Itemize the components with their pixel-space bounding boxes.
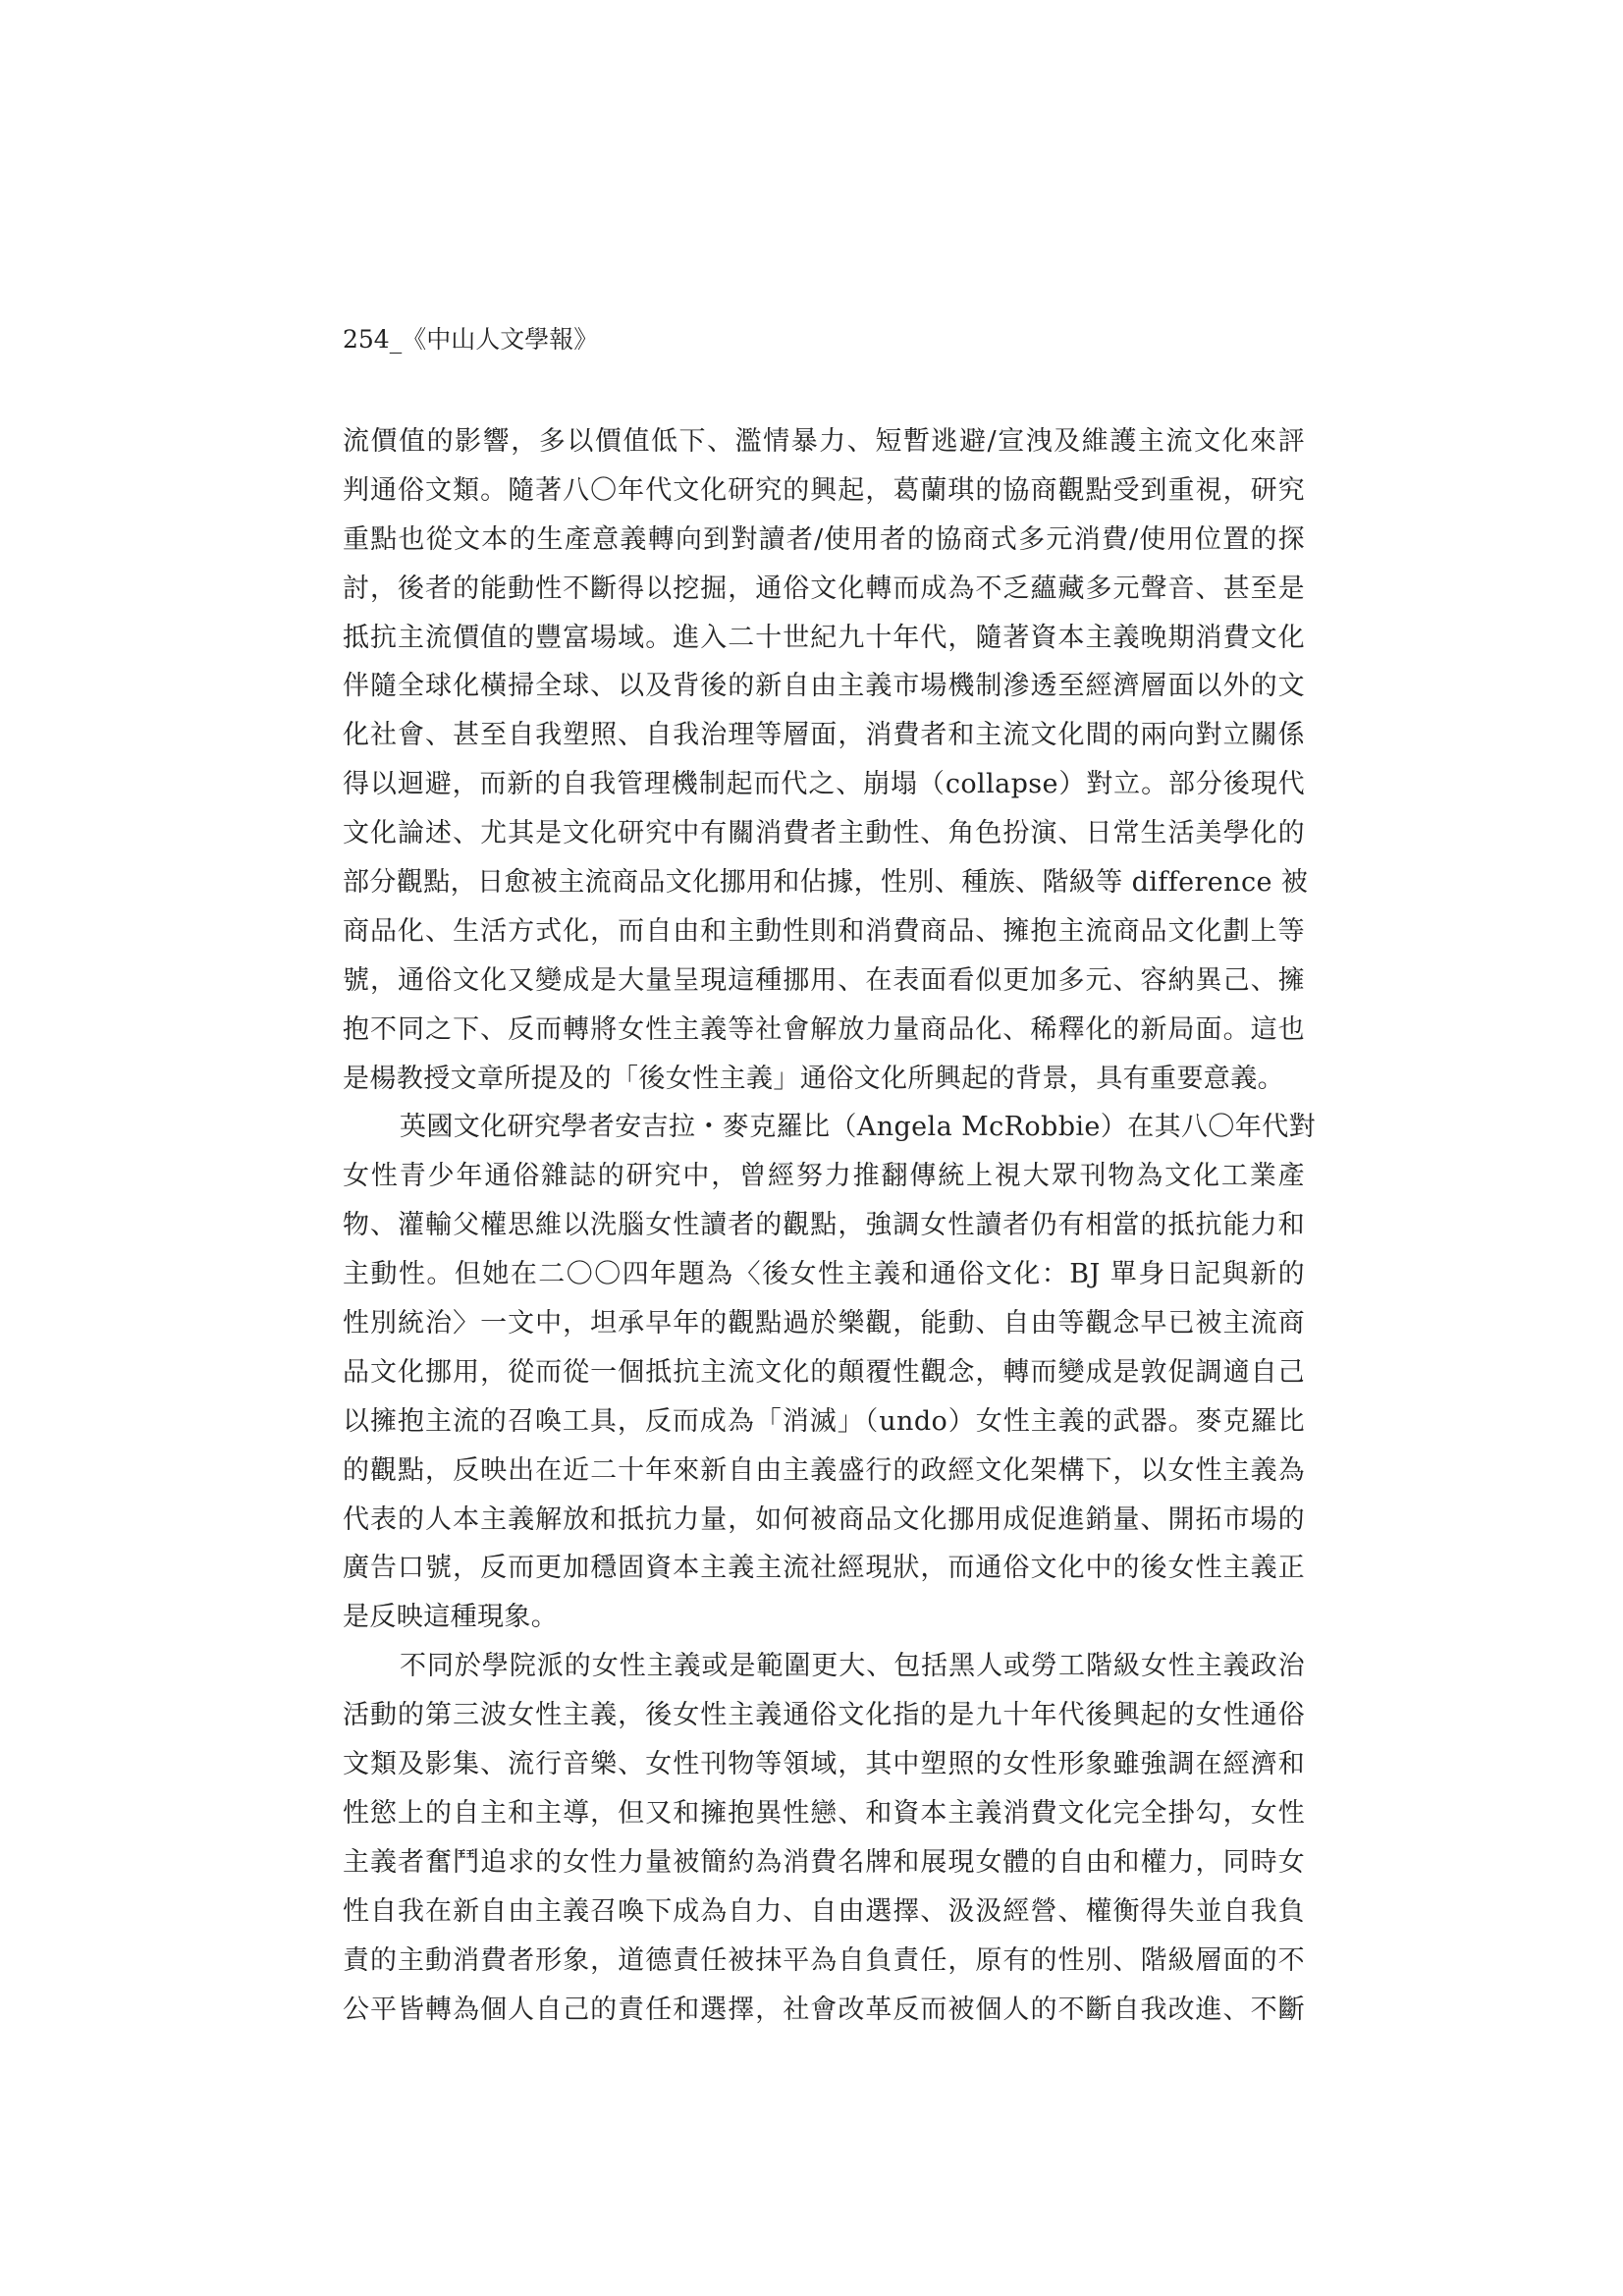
text-line: 抱不同之下、反而轉將女性主義等社會解放力量商品化、稀釋化的新局面。這也	[343, 1013, 1305, 1045]
text-line: 責的主動消費者形象，道德責任被抹平為自負責任，原有的性別、階級層面的不	[343, 1944, 1305, 1976]
text-line: 品文化挪用，從而從一個抵抗主流文化的顛覆性觀念，轉而變成是敦促調適自己	[343, 1356, 1305, 1388]
text-line: 是反映這種現象。	[343, 1602, 559, 1633]
paragraph	[343, 417, 1309, 1103]
text-line: 號，通俗文化又變成是大量呈現這種挪用、在表面看似更加多元、容納異己、擁	[343, 964, 1305, 996]
text-line: 商品化、生活方式化，而自由和主動性則和消費商品、擁抱主流商品文化劃上等	[343, 915, 1305, 947]
text-line: 文化論述、尤其是文化研究中有關消費者主動性、角色扮演、日常生活美學化的	[343, 818, 1305, 849]
text-line: 伴隨全球化橫掃全球、以及背後的新自由主義市場機制滲透至經濟層面以外的文	[343, 671, 1305, 702]
text-line: 得以迴避，而新的自我管理機制起而代之、崩塌（collapse）對立。部分後現代	[343, 769, 1305, 800]
text-line: 物、灌輸父權思維以洗腦女性讀者的觀點，強調女性讀者仍有相當的抵抗能力和	[343, 1210, 1305, 1241]
text-line: 以擁抱主流的召喚工具，反而成為「消滅」（undo）女性主義的武器。麥克羅比	[343, 1405, 1305, 1437]
text-line: 主義者奮鬥追求的女性力量被簡約為消費名牌和展現女體的自由和權力，同時女	[343, 1846, 1305, 1878]
running-head: 254_《中山人文學報》	[343, 325, 599, 354]
paragraph	[343, 1642, 1305, 2034]
text-line: 性慾上的自主和主導，但又和擁抱異性戀、和資本主義消費文化完全掛勾，女性	[343, 1797, 1305, 1829]
text-line: 判通俗文類。隨著八〇年代文化研究的興起，葛蘭琪的協商觀點受到重視，研究	[343, 474, 1305, 506]
text-line: 活動的第三波女性主義，後女性主義通俗文化指的是九十年代後興起的女性通俗	[343, 1700, 1305, 1731]
text-line: 重點也從文本的生產意義轉向到對讀者/使用者的協商式多元消費/使用位置的探	[343, 523, 1305, 555]
text-line: 流價值的影響，多以價值低下、濫情暴力、短暫逃避/宣洩及維護主流文化來評	[343, 426, 1305, 457]
paragraph	[343, 1103, 1316, 1642]
text-line: 是楊教授文章所提及的「後女性主義」通俗文化所興起的背景，具有重要意義。	[343, 1063, 1284, 1094]
text-line: 性別統治〉一文中，坦承早年的觀點過於樂觀，能動、自由等觀念早已被主流商	[343, 1308, 1305, 1339]
text-line: 化社會、甚至自我塑照、自我治理等層面，消費者和主流文化間的兩向對立關係	[343, 720, 1305, 751]
text-line: 不同於學院派的女性主義或是範圍更大、包括黑人或勞工階級女性主義政治	[400, 1651, 1305, 1682]
text-line: 女性青少年通俗雜誌的研究中，曾經努力推翻傳統上視大眾刊物為文化工業產	[343, 1161, 1305, 1192]
text-line: 主動性。但她在二〇〇四年題為〈後女性主義和通俗文化：BJ 單身日記與新的	[343, 1259, 1305, 1290]
text-line: 廣告口號，反而更加穩固資本主義主流社經現狀，而通俗文化中的後女性主義正	[343, 1553, 1305, 1584]
text-line: 代表的人本主義解放和抵抗力量，如何被商品文化挪用成促進銷量、開拓市場的	[343, 1503, 1305, 1535]
text-line: 討，後者的能動性不斷得以挖掘，通俗文化轉而成為不乏蘊藏多元聲音、甚至是	[343, 573, 1305, 604]
text-line: 公平皆轉為個人自己的責任和選擇，社會改革反而被個人的不斷自我改進、不斷	[343, 1994, 1305, 2025]
text-line: 英國文化研究學者安吉拉・麥克羅比（Angela McRobbie）在其八〇年代對	[400, 1112, 1316, 1143]
text-line: 的觀點，反映出在近二十年來新自由主義盛行的政經文化架構下，以女性主義為	[343, 1454, 1305, 1486]
text-line: 文類及影集、流行音樂、女性刊物等領域，其中塑照的女性形象雖強調在經濟和	[343, 1749, 1305, 1780]
article-body	[343, 417, 1316, 2034]
text-line: 抵抗主流價值的豐富場域。進入二十世紀九十年代，隨著資本主義晚期消費文化	[343, 622, 1305, 653]
text-line: 性自我在新自由主義召喚下成為自力、自由選擇、汲汲經營、權衡得失並自我負	[343, 1895, 1305, 1927]
text-line: 部分觀點，日愈被主流商品文化挪用和佔據，性別、種族、階級等 difference 被	[343, 867, 1309, 899]
